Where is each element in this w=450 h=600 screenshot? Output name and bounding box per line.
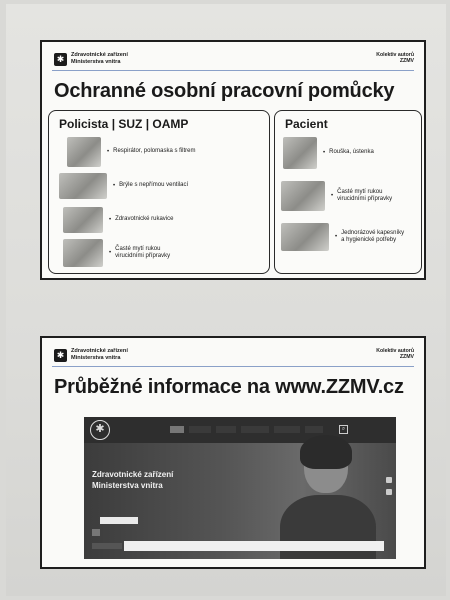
header-authors-line1: Kolektiv autorů [376, 348, 414, 354]
website-menu [170, 426, 323, 433]
website-search-label [92, 543, 122, 549]
item-line1: Časté mytí rukou [337, 188, 383, 195]
header-authors [376, 52, 414, 65]
gloves-image [63, 207, 103, 233]
zzmv-logo-icon: ✱ [54, 53, 67, 66]
slide-title: Ochranné osobní pracovní pomůcky [54, 80, 395, 102]
list-item [63, 207, 173, 233]
header-authors-line2: ZZMV [399, 354, 414, 361]
item-line1: Zdravotnické rukavice [115, 216, 174, 223]
panel-title: Policista | SUZ | OAMP [59, 117, 189, 131]
header-organization [71, 348, 128, 361]
website-heading-line2: Ministerstva vnitra [92, 481, 163, 490]
respirator-image [67, 137, 101, 167]
item-text [337, 189, 392, 204]
item-text [115, 216, 173, 224]
bullet: • [109, 250, 112, 256]
website-menu-item [274, 426, 300, 433]
list-item [67, 137, 195, 167]
list-item [281, 223, 404, 251]
item-text [329, 149, 374, 157]
tissues-image [281, 223, 329, 251]
header-org-line1: Zdravotnické zařízení [71, 52, 128, 58]
person-hair [300, 435, 352, 469]
website-side-icon [386, 489, 392, 495]
slide-prubezne-informace [40, 336, 426, 569]
header-authors-line2: ZZMV [399, 58, 414, 65]
panel-policista [48, 110, 270, 274]
panel-pacient [274, 110, 422, 274]
header-divider [52, 70, 414, 71]
header-authors [376, 348, 414, 361]
list-item [63, 239, 170, 267]
website-searchbar [124, 541, 384, 551]
item-text [115, 246, 170, 261]
item-text [119, 182, 188, 190]
header-divider [52, 366, 414, 367]
website-hero-button [100, 517, 138, 524]
item-line2: a hygienické potřeby [341, 237, 397, 243]
item-line1: Jednorázové kapesníky [341, 229, 405, 236]
zzmv-logo-icon: ✱ [54, 349, 67, 362]
header-org-line1: Zdravotnické zařízení [71, 348, 128, 354]
website-menu-item [189, 426, 211, 433]
bullet: • [335, 234, 338, 240]
item-text [341, 230, 404, 245]
slide-ochranne-pomucky [40, 40, 426, 280]
list-item [281, 181, 392, 211]
header-organization [71, 52, 128, 65]
goggles-image [59, 173, 107, 199]
website-heading-line1: Zdravotnické zařízení [92, 470, 174, 479]
slide-title: Průběžné informace na www.ZZMV.cz [54, 376, 404, 398]
face-mask-image [283, 137, 317, 169]
paper-page [6, 4, 446, 596]
website-menu-item [305, 426, 323, 433]
website-logo-icon: ✱ [90, 420, 110, 440]
website-menu-item [241, 426, 269, 433]
website-menu-item [216, 426, 236, 433]
handwashing-image [281, 181, 325, 211]
website-menu-item [170, 426, 184, 433]
list-item [283, 137, 374, 169]
item-line2: virucidními přípravky [337, 196, 393, 202]
website-side-icon [386, 477, 392, 483]
header-authors-line1: Kolektiv autorů [376, 52, 414, 58]
header-org-line2: Ministerstva vnitra [71, 58, 121, 65]
handwashing-image [63, 239, 103, 267]
bullet: • [107, 149, 110, 155]
bullet: • [113, 183, 116, 189]
website-heading [92, 469, 173, 491]
item-line1: Rouška, ústenka [329, 149, 374, 156]
item-text [113, 148, 195, 156]
website-search-icon: ⌕ [339, 425, 348, 434]
item-line2: virucidními přípravky [115, 253, 171, 259]
list-item [59, 173, 188, 199]
item-line1: Respirátor, polomaska s filtrem [113, 148, 196, 155]
panel-title: Pacient [285, 117, 328, 131]
item-line1: Časté mytí rukou [115, 245, 161, 252]
header-org-line2: Ministerstva vnitra [71, 354, 121, 361]
website-small-button [92, 529, 100, 536]
bullet: • [109, 217, 112, 223]
bullet: • [323, 150, 326, 156]
website-screenshot [84, 417, 396, 559]
bullet: • [331, 193, 334, 199]
item-line1: Brýle s nepřímou ventilací [119, 182, 189, 189]
